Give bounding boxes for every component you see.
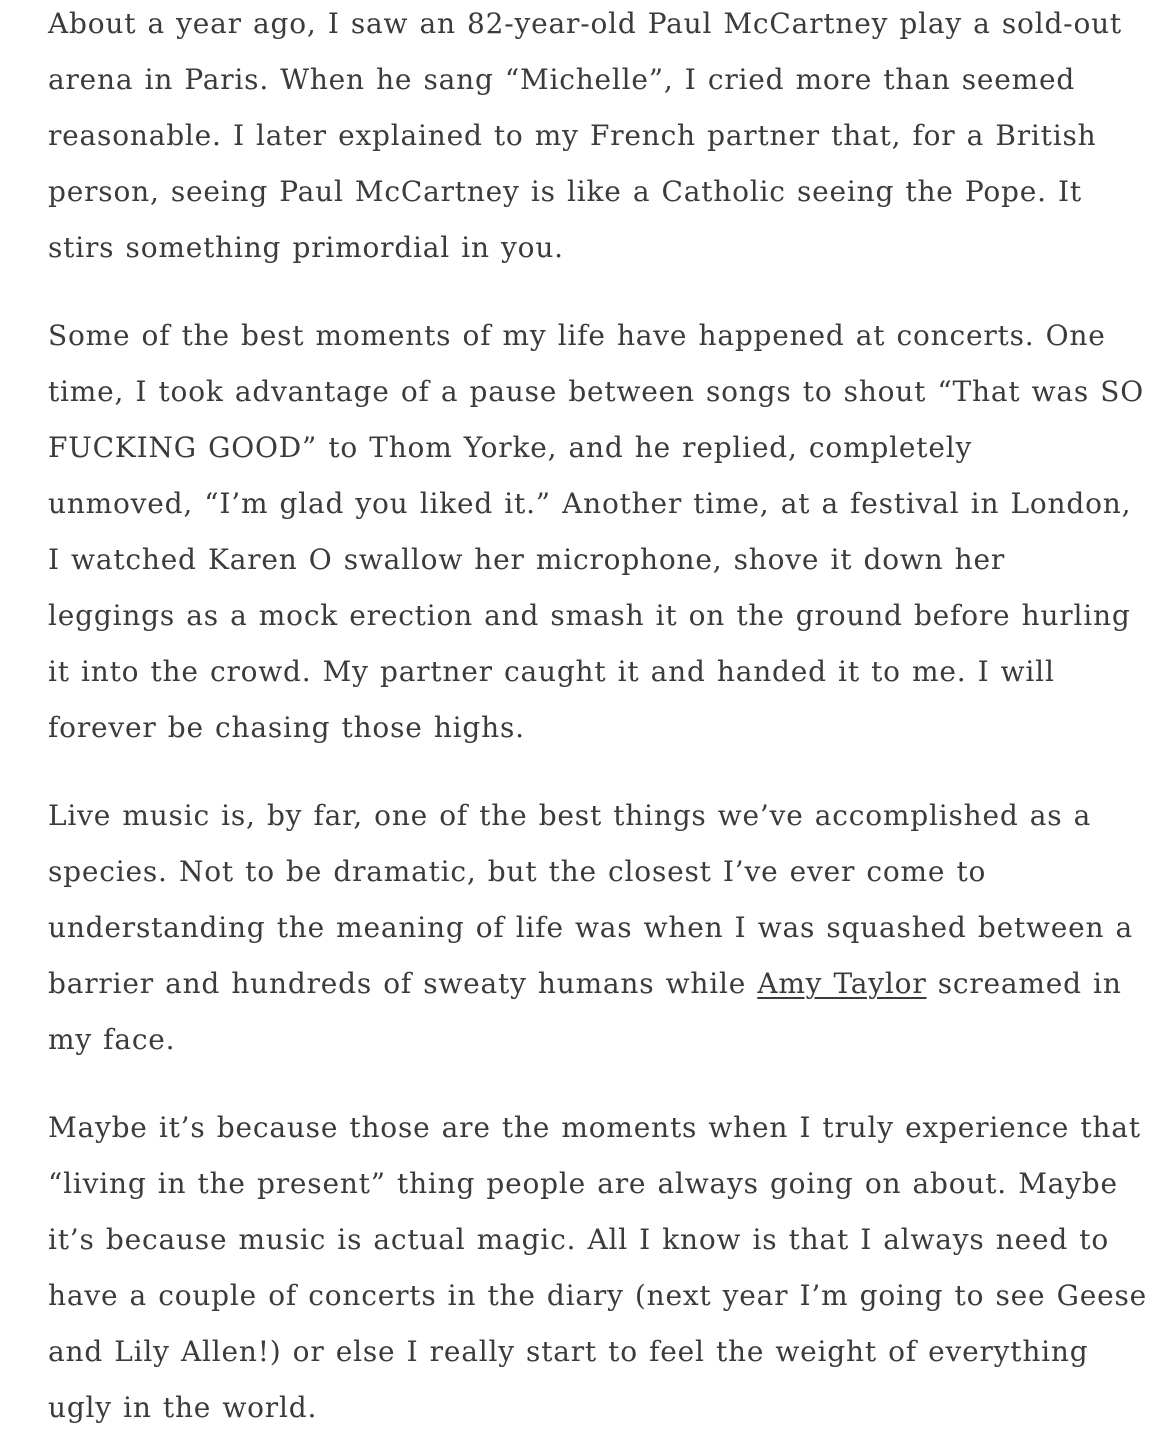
text-segment: Live music is, by far, one of the best things we’ve accomplished as a — [48, 799, 1092, 832]
text-line — [48, 588, 1138, 644]
text-segment: barrier and hundreds of sweaty humans while — [48, 967, 758, 1000]
text-line — [48, 0, 1138, 52]
text-line — [48, 476, 1138, 532]
text-segment: person, seeing Paul McCartney is like a Catholic seeing the Pope. It — [48, 175, 1082, 208]
text-line — [48, 844, 1138, 900]
paragraph — [48, 1100, 1148, 1436]
text-segment: screamed in — [926, 967, 1122, 1000]
paragraph — [48, 0, 1138, 276]
text-segment: FUCKING GOOD” to Thom Yorke, and he replied, completely — [48, 431, 973, 464]
text-line — [48, 1100, 1141, 1156]
text-segment: and Lily Allen!) or else I really start to feel the weight of everything — [48, 1335, 1089, 1368]
text-segment: reasonable. I later explained to my French partner that, for a British — [48, 119, 1097, 152]
text-line — [48, 420, 1138, 476]
text-segment: leggings as a mock erection and smash it on the ground before hurling — [48, 599, 1131, 632]
text-line — [48, 1380, 1138, 1436]
text-line — [48, 220, 1138, 276]
text-segment: stirs something primordial in you. — [48, 231, 564, 264]
text-line — [48, 788, 1138, 844]
text-segment: understanding the meaning of life was when I was squashed between a — [48, 911, 1134, 944]
paragraph — [48, 308, 1144, 756]
text-segment: it’s because music is actual magic. All I know is that I always need to — [48, 1223, 1109, 1256]
text-segment: it into the crowd. My partner caught it and handed it to me. I will — [48, 655, 1055, 688]
text-line — [48, 364, 1144, 420]
text-segment: arena in Paris. When he sang “Michelle”, I cried more than seemed — [48, 63, 1076, 96]
text-segment: species. Not to be dramatic, but the closest I’ve ever come to — [48, 855, 987, 888]
text-line — [48, 108, 1138, 164]
text-line — [48, 52, 1138, 108]
text-segment: I watched Karen O swallow her microphone, shove it down her — [48, 543, 1006, 576]
text-segment: ugly in the world. — [48, 1391, 318, 1424]
amy-taylor-link[interactable]: Amy Taylor — [757, 967, 927, 1000]
text-segment: “living in the present” thing people are always going on about. Maybe — [48, 1167, 1118, 1200]
text-segment: Maybe it’s because those are the moments when I truly experience that — [48, 1111, 1141, 1144]
text-line — [48, 956, 1138, 1012]
text-line — [48, 900, 1138, 956]
text-segment: my face. — [48, 1023, 176, 1056]
text-line — [48, 700, 1138, 756]
text-segment: forever be chasing those highs. — [48, 711, 525, 744]
text-line — [48, 1212, 1138, 1268]
text-segment: time, I took advantage of a pause between songs to shout “That was SO — [48, 375, 1144, 408]
text-line — [48, 164, 1138, 220]
text-line — [48, 1012, 1138, 1068]
text-segment: Some of the best moments of my life have happened at concerts. One — [48, 319, 1106, 352]
text-segment: have a couple of concerts in the diary (next year I’m going to see Geese — [48, 1279, 1148, 1312]
text-segment: unmoved, “I’m glad you liked it.” Another time, at a festival in London, — [48, 487, 1132, 520]
text-line — [48, 1156, 1138, 1212]
paragraph — [48, 788, 1138, 1068]
text-line — [48, 644, 1138, 700]
text-line — [48, 1268, 1148, 1324]
text-line — [48, 308, 1138, 364]
text-line — [48, 532, 1138, 588]
text-segment: About a year ago, I saw an 82-year-old Paul McCartney play a sold-out — [48, 7, 1122, 40]
text-line — [48, 1324, 1138, 1380]
